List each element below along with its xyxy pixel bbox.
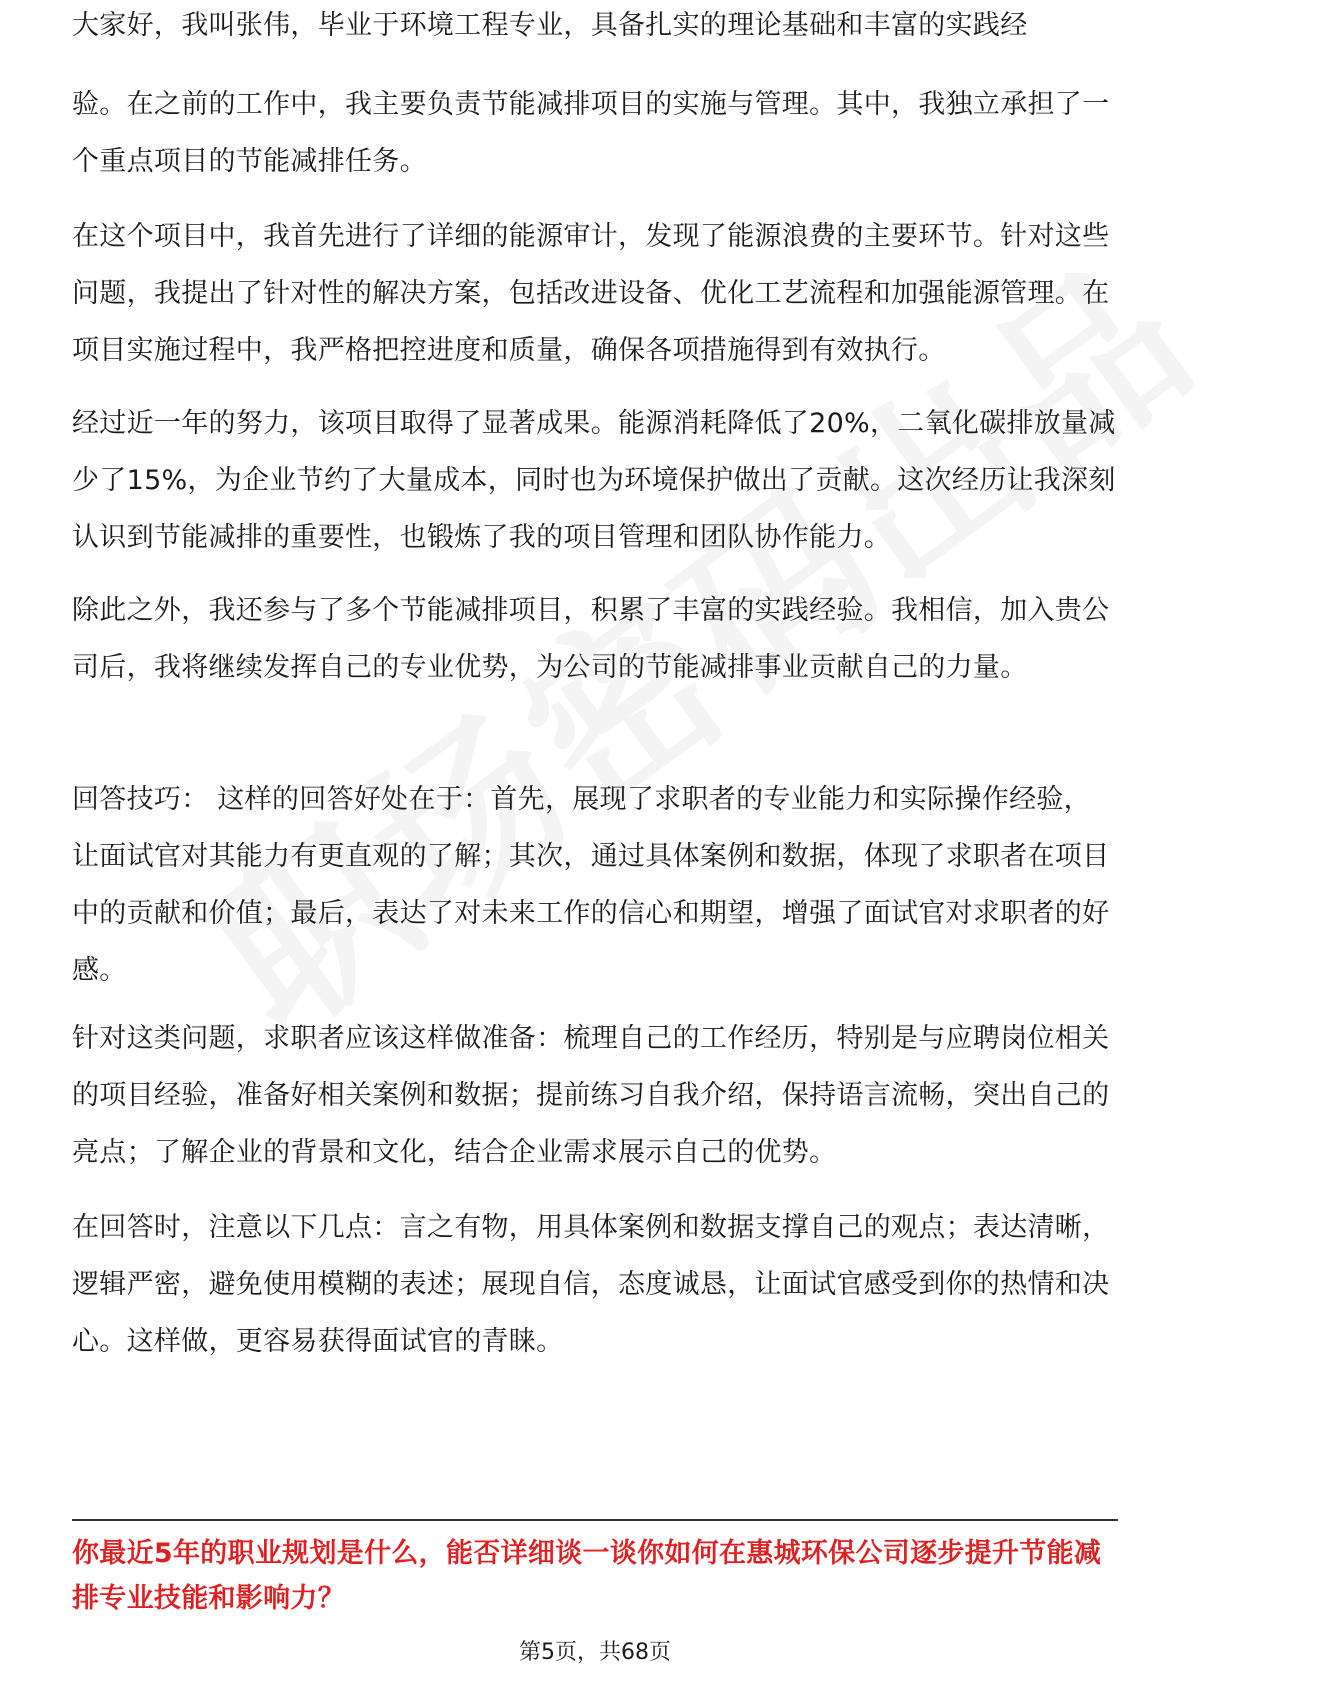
partial-top-line: 大家好，我叫张伟，毕业于环境工程专业，具备扎实的理论基础和丰富的实践经	[72, 10, 1028, 41]
section-divider	[72, 1519, 1118, 1521]
answer-tips-paragraph: 回答技巧： 这样的回答好处在于：首先，展现了求职者的专业能力和实际操作经验，让面试官对其能力有更直观的了解；其次，通过具体案例和数据，体现了求职者在项目中的贡献和价值；最后，表达了对未来工作的信心和期望，增强了面试官对求职者的好感。	[72, 784, 1110, 986]
notes-paragraph: 在回答时，注意以下几点：言之有物，用具体案例和数据支撑自己的观点；表达清晰，逻辑严密，避免使用模糊的表述；展现自信，态度诚恳，让面试官感受到你的热情和决心。这样做，更容易获得面试官的青睐。	[72, 1212, 1110, 1357]
paragraph-4: 除此之外，我还参与了多个节能减排项目，积累了丰富的实践经验。我相信，加入贵公司后，我将继续发挥自己的专业优势，为公司的节能减排事业贡献自己的力量。	[72, 595, 1110, 683]
paragraph-1: 验。在之前的工作中，我主要负责节能减排项目的实施与管理。其中，我独立承担了一个重点项目的节能减排任务。	[72, 89, 1110, 177]
next-question-heading: 你最近5年的职业规划是什么，能否详细谈一谈你如何在惠城环保公司逐步提升节能减排专业技能和影响力？	[72, 1538, 1102, 1614]
page-number-footer: 第5页，共68页	[519, 1640, 671, 1665]
paragraph-3: 经过近一年的努力，该项目取得了显著成果。能源消耗降低了20%，二氧化碳排放量减少了15%，为企业节约了大量成本，同时也为环境保护做出了贡献。这次经历让我深刻认识到节能减排的重要性，也锻炼了我的项目管理和团队协作能力。	[72, 408, 1116, 553]
preparation-paragraph: 针对这类问题，求职者应该这样做准备：梳理自己的工作经历，特别是与应聘岗位相关的项目经验，准备好相关案例和数据；提前练习自我介绍，保持语言流畅，突出自己的亮点；了解企业的背景和文化，结合企业需求展示自己的优势。	[72, 1023, 1110, 1168]
paragraph-2: 在这个项目中，我首先进行了详细的能源审计，发现了能源浪费的主要环节。针对这些问题，我提出了针对性的解决方案，包括改进设备、优化工艺流程和加强能源管理。在项目实施过程中，我严格把控进度和质量，确保各项措施得到有效执行。	[72, 221, 1110, 366]
